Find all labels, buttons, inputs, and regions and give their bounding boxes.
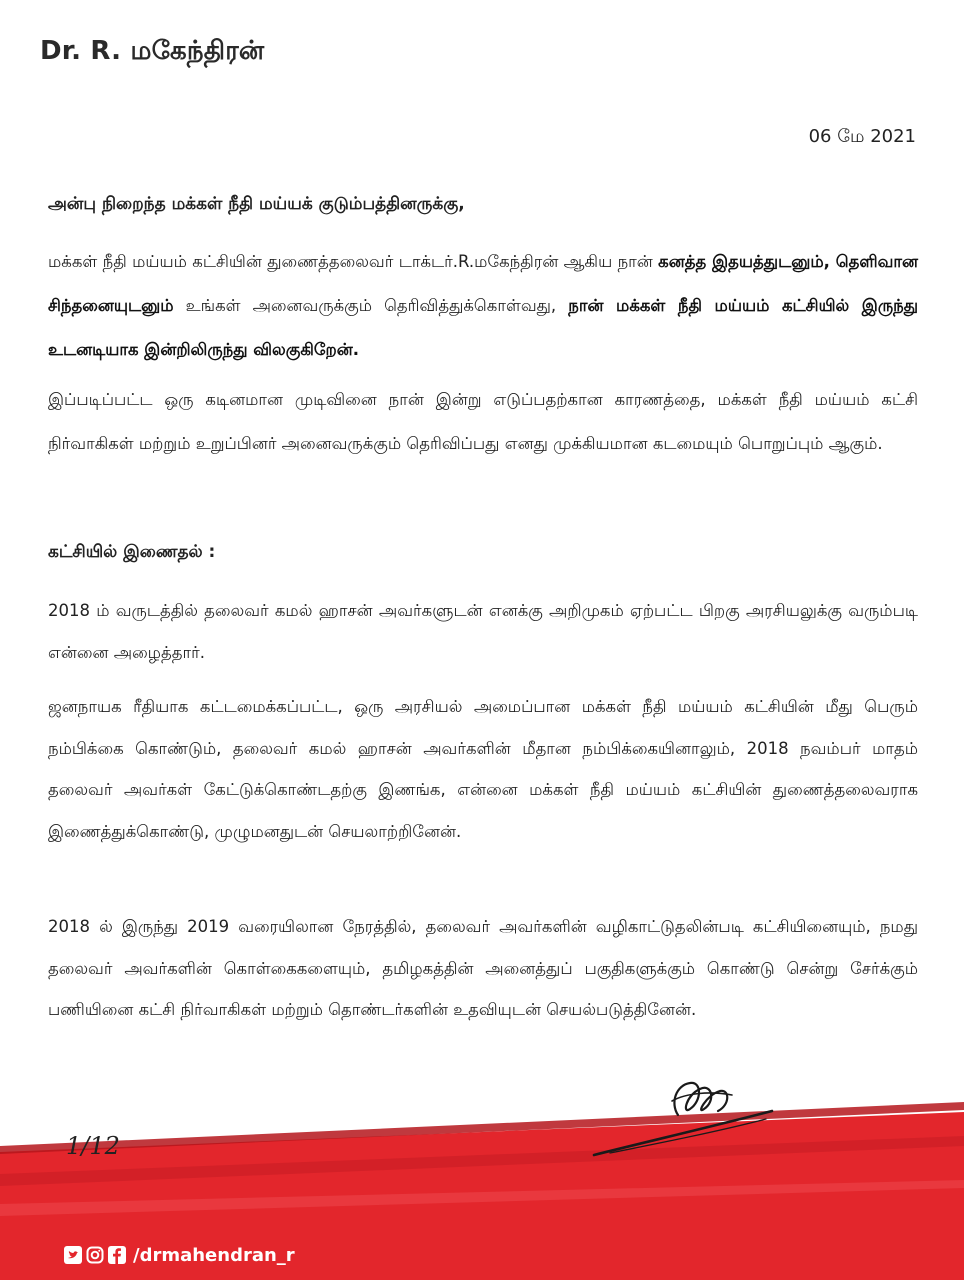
paragraph-work: 2018 ல் இருந்து 2019 வரையிலான நேரத்தில், தலைவர் அவர்களின் வழிகாட்டுதலின்படி கட்சியினையும், நமது தலைவர் அவர்களின் கொள்கைகளையும், தமிழகத்தின் அனைத்துப் பகுதிகளுக்கும் கொண்டு சென்று சேர்க்கும் பணியினை கட்சி நிர்வாகிகள் மற்றும் தொண்டர்களின் உதவியுடன் செயல்படுத்தினேன். — [48, 917, 918, 1019]
paragraph-joining: ஜனநாயக ரீதியாக கட்டமைக்கப்பட்ட, ஒரு அரசியல் அமைப்பான மக்கள் நீதி மய்யம் கட்சியின் மீது பெரும் நம்பிக்கை கொண்டும், தலைவர் கமல் ஹாசன் அவர்களின் மீதான நம்பிக்கையினாலும், 2018 நவம்பர் மாதம் தலைவர் அவர்கள் கேட்டுக்கொண்டதற்கு இணங்க, என்னை மக்கள் நீதி மய்யம் கட்சியின் துணைத்தலைவராக இணைத்துக்கொண்டு, முழுமனதுடன் செயலாற்றினேன். — [48, 697, 918, 841]
page-number: 1/12 — [66, 1132, 120, 1160]
social-handle: /drmahendran_r — [133, 1244, 295, 1266]
paragraph-reason: இப்படிப்பட்ட ஒரு கடினமான முடிவினை நான் இன்று எடுப்பதற்கான காரணத்தை, மக்கள் நீதி மய்யம் கட்சி நிர்வாகிகள் மற்றும் உறுப்பினர் அனைவருக்கும் தெரிவிப்பது எனது முக்கியமான கடமையும் பொறுப்பும் ஆகும். — [48, 390, 918, 453]
paragraph-1-text-b: உங்கள் அனைவருக்கும் தெரிவித்துக்கொள்வது, — [173, 296, 569, 315]
twitter-icon — [64, 1246, 82, 1264]
letterhead-name: Dr. R. மகேந்திரன் — [40, 36, 265, 66]
facebook-icon — [108, 1246, 126, 1264]
letter-date: 06 மே 2021 — [808, 126, 916, 147]
paragraph-1-bold-a: கனத்த இதயத்துடனும், தெளிவான சிந்தனையுடனும் — [48, 252, 918, 315]
paragraph-1-bold-b: நான் மக்கள் நீதி மய்யம் கட்சியில் இருந்து உடனடியாக இன்றிலிருந்து விலகுகிறேன். — [48, 296, 919, 359]
section-heading: கட்சியில் இணைதல் : — [48, 542, 216, 562]
paragraph-1-text-a: மக்கள் நீதி மய்யம் கட்சியின் துணைத்தலைவர் டாக்டர்.R.மகேந்திரன் ஆகிய நான் — [48, 252, 659, 271]
paragraph-introduction: 2018 ம் வருடத்தில் தலைவர் கமல் ஹாசன் அவர்களுடன் எனக்கு அறிமுகம் ஏற்பட்ட பிறகு அரசியலுக்கு வரும்படி என்னை அழைத்தார். — [48, 601, 918, 662]
instagram-icon — [86, 1246, 104, 1264]
social-footer — [64, 1244, 295, 1266]
paragraph-resignation — [48, 240, 918, 372]
salutation: அன்பு நிறைந்த மக்கள் நீதி மய்யக் குடும்பத்தினருக்கு, — [48, 194, 465, 214]
signature-mark — [590, 1065, 790, 1161]
